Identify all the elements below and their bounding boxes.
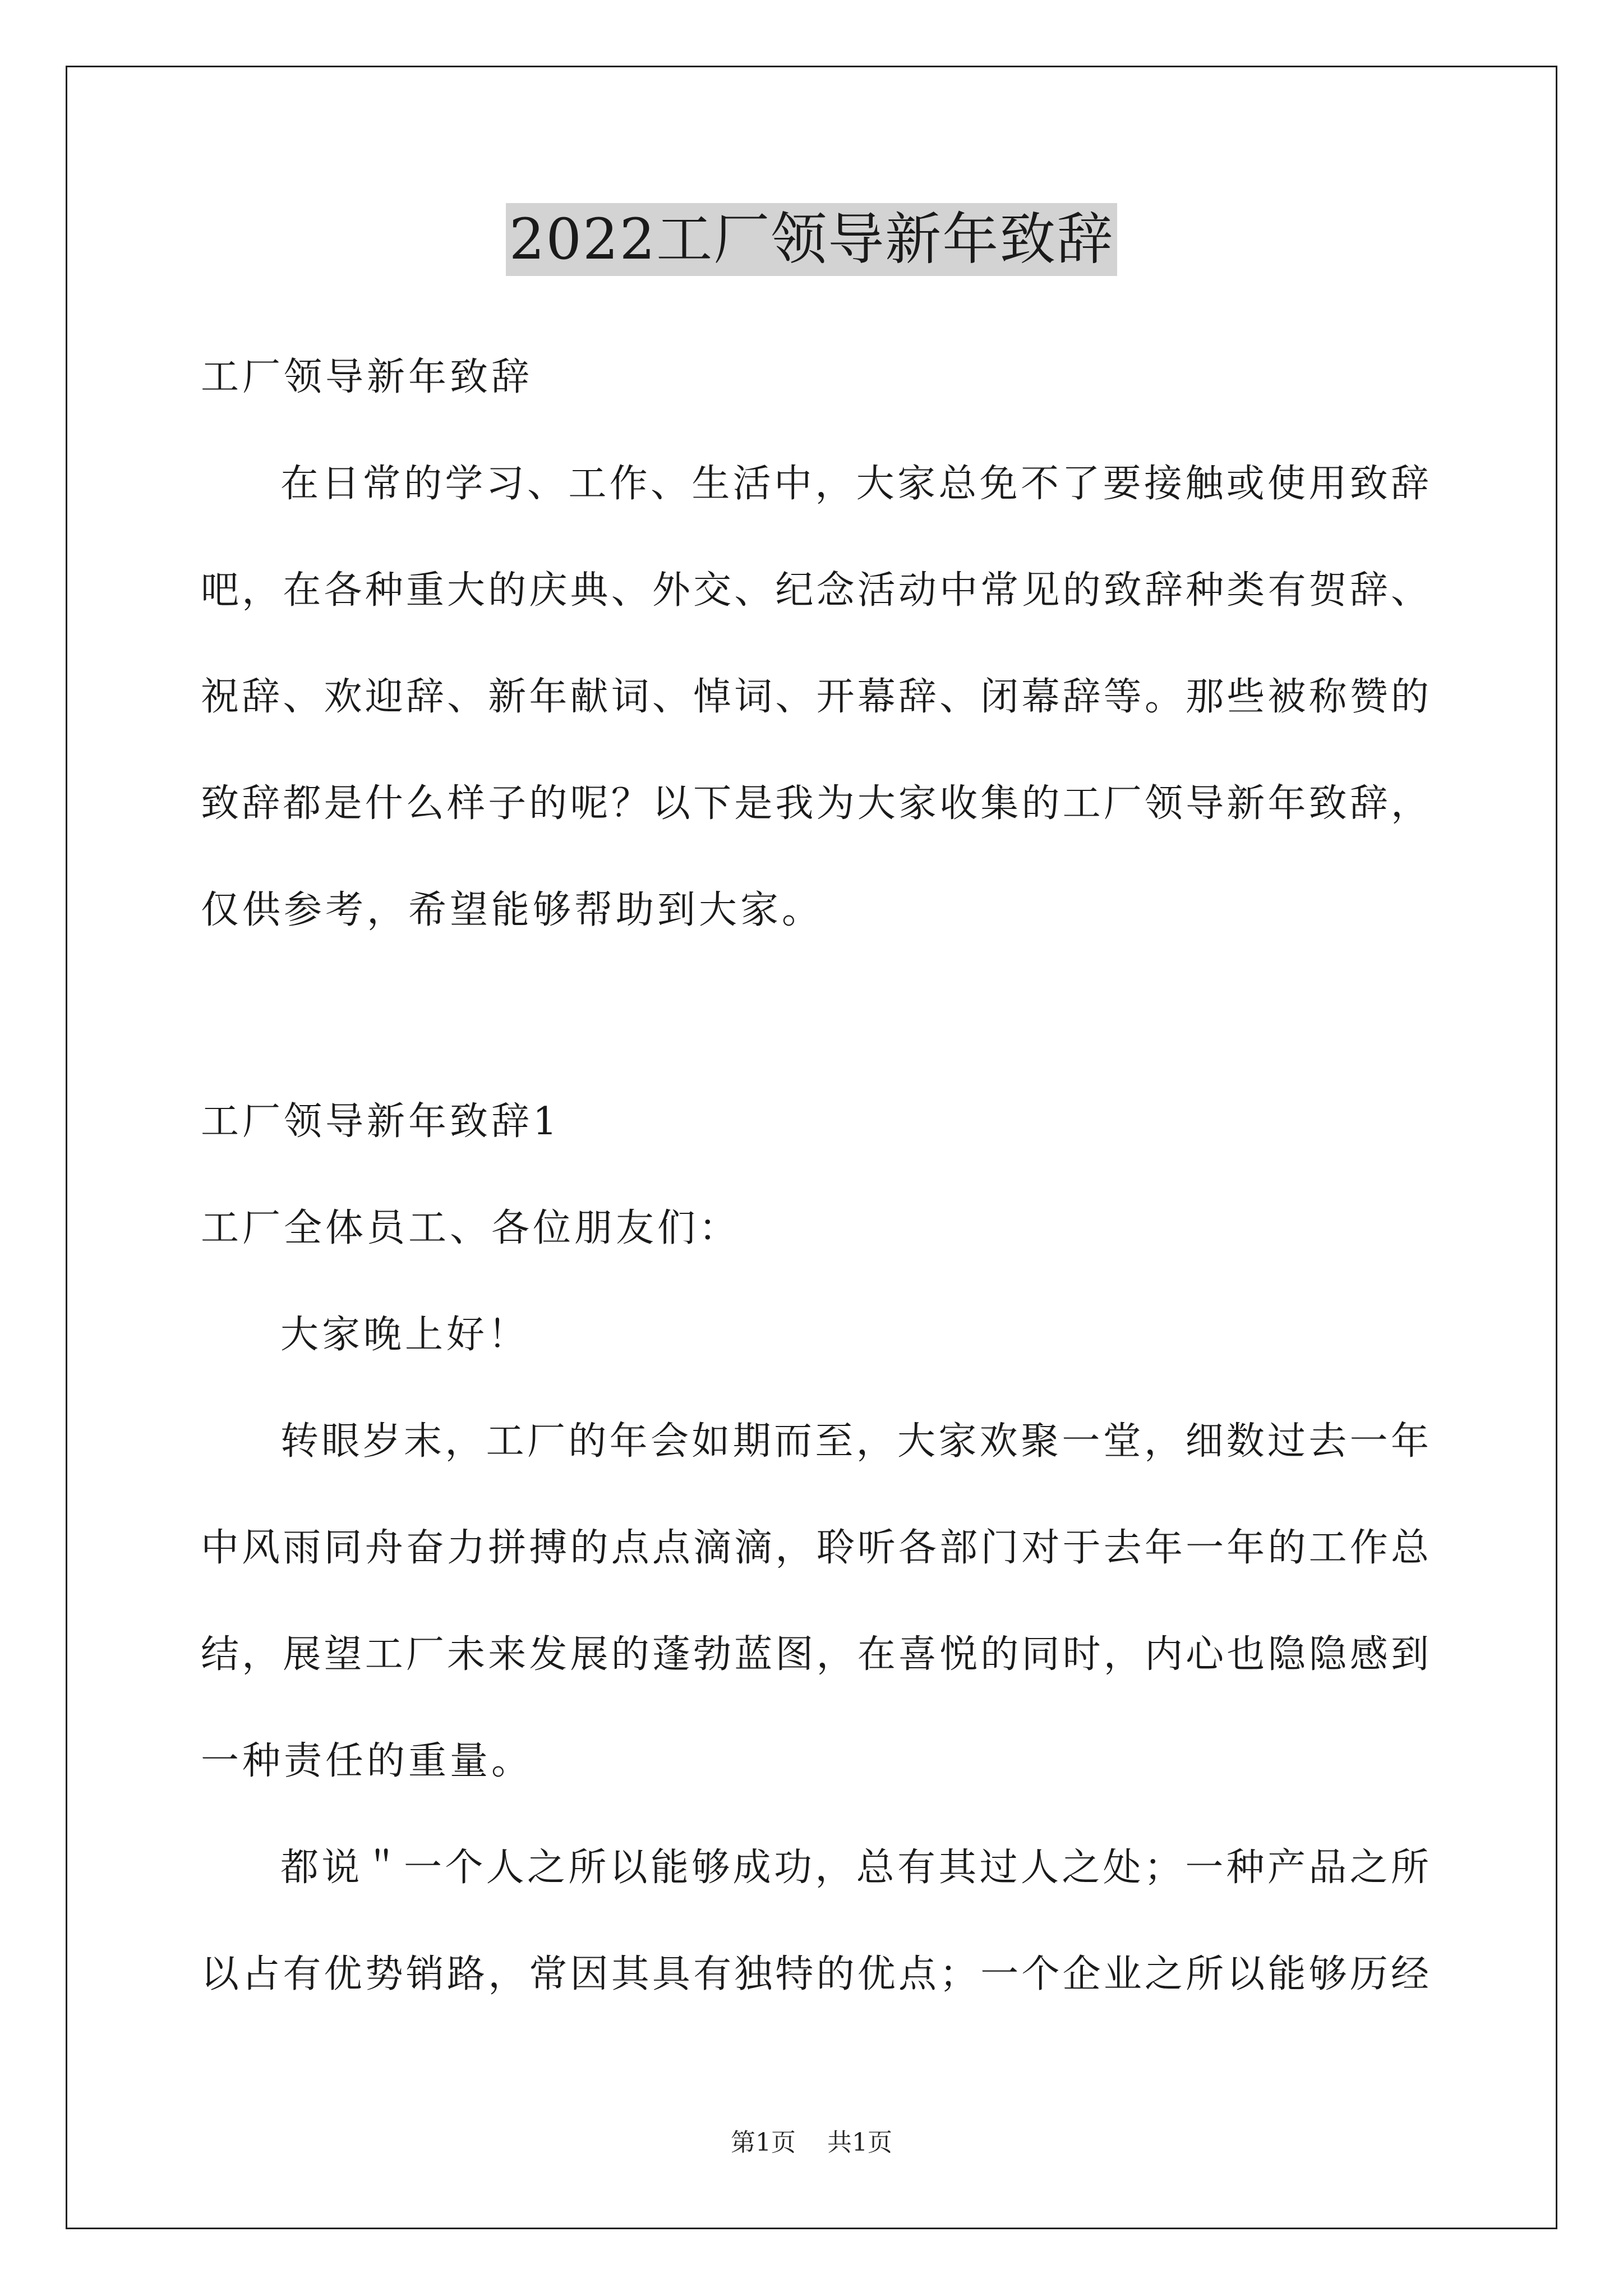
page-footer xyxy=(0,2126,1623,2160)
para1-line-3: 结，展望工厂未来发展的蓬勃蓝图，在喜悦的同时，内心也隐隐感到 xyxy=(201,1632,1429,1677)
section-heading: 工厂领导新年致辞1 xyxy=(201,1099,561,1144)
intro-line-4: 致辞都是什么样子的呢？以下是我为大家收集的工厂领导新年致辞， xyxy=(201,781,1429,826)
para1-line-1: 转眼岁末，工厂的年会如期而至，大家欢聚一堂，细数过去一年 xyxy=(280,1419,1429,1464)
subtitle: 工厂领导新年致辞 xyxy=(201,355,533,399)
page-number: 第1页 xyxy=(731,2128,796,2157)
intro-line-3: 祝辞、欢迎辞、新年献词、悼词、开幕辞、闭幕辞等。那些被称赞的 xyxy=(201,675,1429,719)
title-block xyxy=(0,203,1623,276)
para1-line-4: 一种责任的重量。 xyxy=(201,1739,533,1783)
salutation: 工厂全体员工、各位朋友们： xyxy=(201,1206,741,1250)
para2-line-1: 都说＂一个人之所以能够成功，总有其过人之处；一种产品之所 xyxy=(280,1846,1429,1890)
page-total: 共1页 xyxy=(827,2128,892,2157)
intro-line-2: 吧，在各种重大的庆典、外交、纪念活动中常见的致辞种类有贺辞、 xyxy=(201,568,1429,613)
para2-line-2: 以占有优势销路，常因其具有独特的优点；一个企业之所以能够历经 xyxy=(201,1952,1429,1996)
intro-line-1: 在日常的学习、工作、生活中，大家总免不了要接触或使用致辞 xyxy=(280,462,1429,506)
document-title: 2022工厂领导新年致辞 xyxy=(506,203,1118,276)
greeting: 大家晚上好！ xyxy=(280,1313,530,1357)
intro-line-5: 仅供参考，希望能够帮助到大家。 xyxy=(201,888,824,932)
para1-line-2: 中风雨同舟奋力拼搏的点点滴滴，聆听各部门对于去年一年的工作总 xyxy=(201,1526,1429,1570)
